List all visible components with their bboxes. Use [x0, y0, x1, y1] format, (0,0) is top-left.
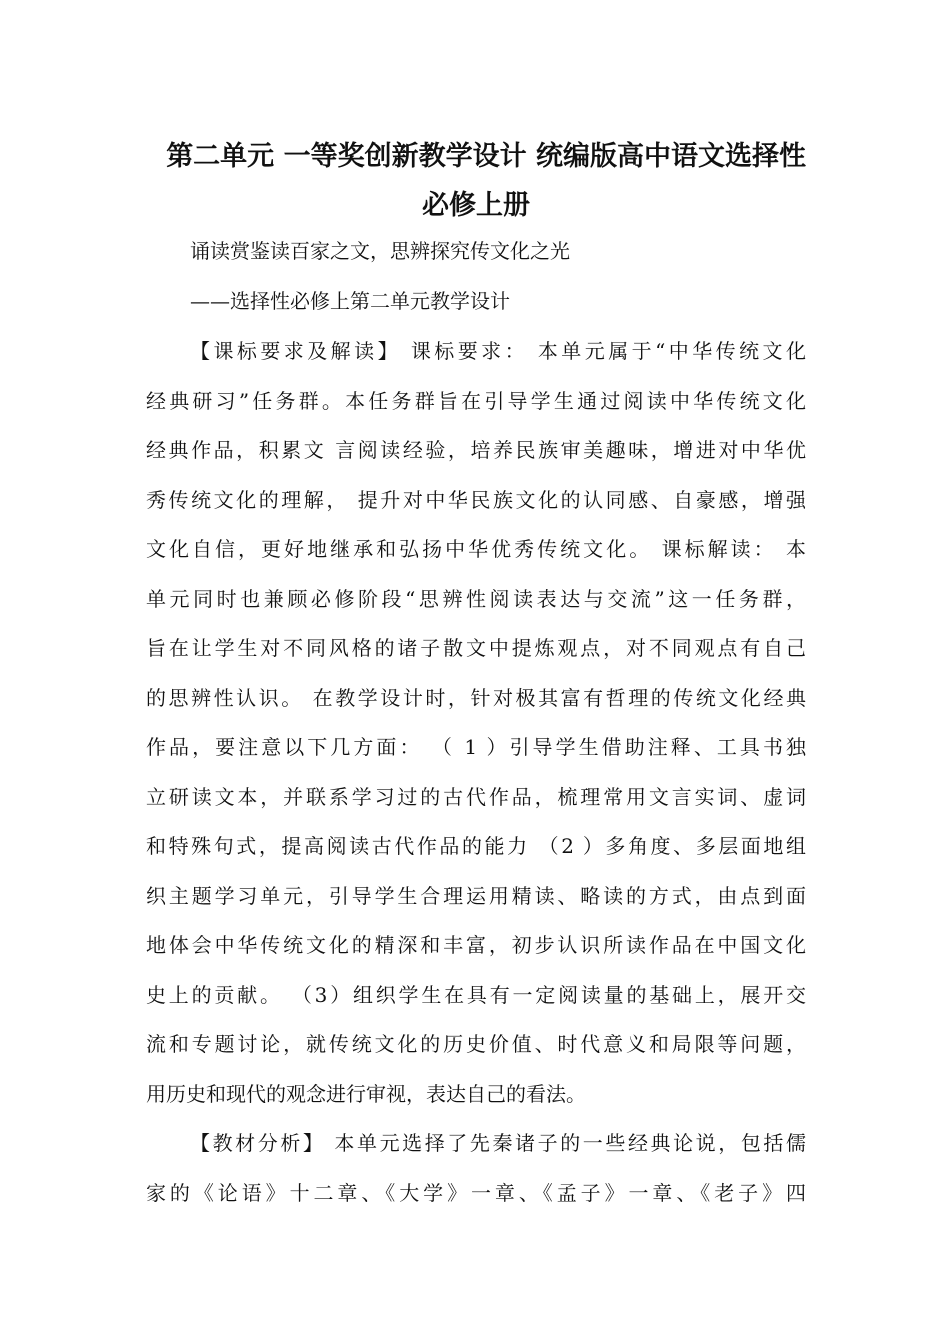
paragraph-line: 家的《论语》十二章、《大学》一章、《孟子》一章、《老子》四 — [146, 1181, 806, 1205]
paragraph-line: 作品，要注意以下几方面： （ 1 ）引导学生借助注释、工具书独 — [146, 735, 806, 759]
paragraph-line: 经典研习”任务群。本任务群旨在引导学生通过阅读中华传统文化 — [146, 389, 806, 413]
document-title-line-2: 必修上册 — [422, 190, 530, 221]
document-title-line-1: 第二单元 一等奖创新教学设计 统编版高中语文选择性 — [166, 141, 806, 172]
paragraph-line: 文化自信，更好地继承和弘扬中华优秀传统文化。 课标解读： 本 — [146, 537, 806, 561]
paragraph-line: 旨在让学生对不同风格的诸子散文中提炼观点，对不同观点有自己 — [146, 636, 806, 660]
paragraph-line: 织主题学习单元，引导学生合理运用精读、略读的方式，由点到面 — [146, 884, 806, 908]
paragraph-line: 地体会中华传统文化的精深和丰富，初步认识所读作品在中国文化 — [146, 933, 806, 957]
paragraph-line: 立研读文本，并联系学习过的古代作品，梳理常用文言实词、虚词 — [146, 785, 806, 809]
section-textbook-analysis-line: 【教材分析】 本单元选择了先秦诸子的一些经典论说，包括儒 — [190, 1131, 806, 1155]
subtitle-design: ——选择性必修上第二单元教学设计 — [190, 289, 510, 313]
paragraph-line: 和特殊句式，提高阅读古代作品的能力 （2 ）多角度、多层面地组 — [146, 834, 806, 858]
paragraph-line: 史上的贡献。 （3）组织学生在具有一定阅读量的基础上，展开交 — [146, 983, 806, 1007]
paragraph-line: 单元同时也兼顾必修阶段“思辨性阅读表达与交流”这一任务群， — [146, 587, 806, 611]
paragraph-line: 秀传统文化的理解， 提升对中华民族文化的认同感、自豪感，增强 — [146, 488, 806, 512]
paragraph-line-last: 用历史和现代的观念进行审视，表达自己的看法。 — [146, 1082, 586, 1106]
paragraph-line: 【课标要求及解读】 课标要求： 本单元属于“中华传统文化 — [190, 339, 806, 363]
paragraph-line: 流和专题讨论，就传统文化的历史价值、时代意义和局限等问题， — [146, 1032, 806, 1056]
subtitle: 诵读赏鉴读百家之文，思辨探究传文化之光 — [190, 239, 570, 263]
paragraph-line: 的思辨性认识。 在教学设计时，针对极其富有哲理的传统文化经典 — [146, 686, 806, 710]
paragraph-line: 经典作品，积累文 言阅读经验，培养民族审美趣味，增进对中华优 — [146, 438, 806, 462]
